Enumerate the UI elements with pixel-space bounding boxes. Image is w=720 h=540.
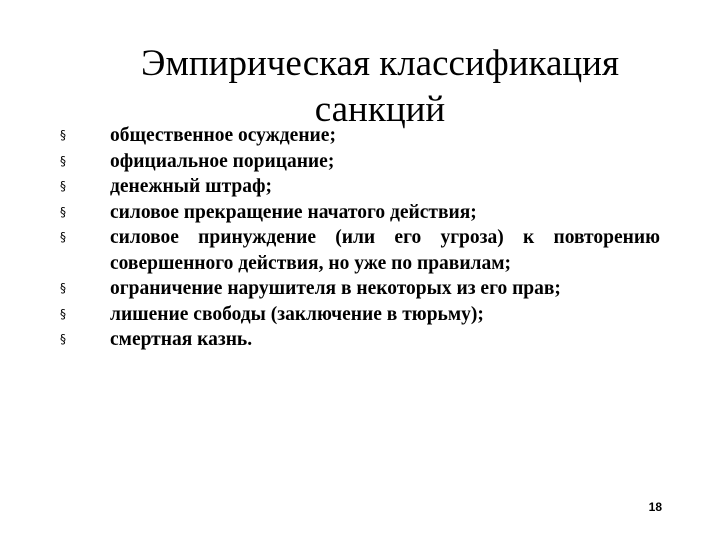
bullet-icon: § [60, 281, 66, 295]
slide-title-line-2: санкций [314, 88, 446, 130]
bullet-icon: § [60, 306, 66, 321]
list-item [60, 174, 660, 200]
slide-title [60, 41, 700, 133]
list-item-text: силовое прекращение начатого действия; [110, 201, 477, 223]
list-item-text: денежный штраф; [110, 176, 272, 197]
list-item-text: ограничение нарушителя в некоторых из его прав; [110, 278, 561, 299]
list-item-text: лишение свободы (заключение в тюрьму); [110, 303, 484, 325]
bullet-icon: § [60, 128, 66, 142]
list-item-text: общественное осуждение; [110, 125, 336, 146]
list-item-text: смертная казнь. [110, 329, 253, 350]
list-item-text: официальное порицание; [110, 150, 335, 172]
bullet-icon: § [60, 153, 66, 168]
list-item [60, 276, 660, 302]
list-item [60, 302, 660, 328]
slide-title-line-1: Эмпирическая классификация [141, 42, 619, 84]
list-item-text: силовое принуждение (или его угроза) к повторению совершенного действия, но уже по правилам; [110, 227, 660, 274]
bullet-icon: § [60, 332, 66, 346]
bullet-icon: § [60, 179, 66, 193]
sanctions-list [60, 123, 660, 353]
list-item [60, 200, 660, 226]
list-item [60, 327, 660, 353]
page-number: 18 [648, 500, 662, 514]
bullet-icon: § [60, 230, 66, 244]
bullet-icon: § [60, 204, 66, 219]
list-item [60, 123, 660, 149]
list-item [60, 225, 660, 276]
list-item [60, 149, 660, 175]
